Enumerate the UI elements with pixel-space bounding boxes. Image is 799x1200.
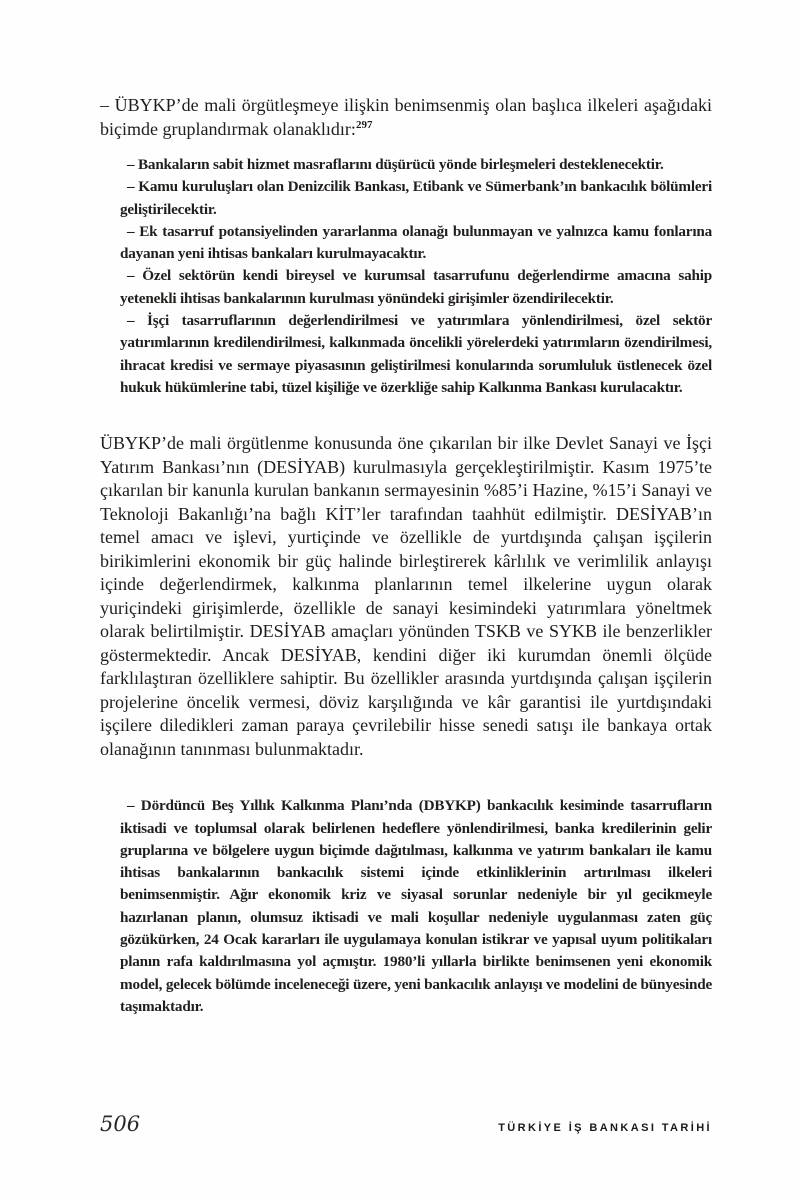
page-footer <box>100 1112 712 1136</box>
running-title: TÜRKİYE İŞ BANKASI TARİHİ <box>498 1122 712 1134</box>
page-number: 506 <box>100 1112 141 1136</box>
page-content <box>100 94 712 1018</box>
principle-item-5: – İşçi tasarruflarının değerlendirilmesi ve yatırımlara yönlendirilmesi, özel sektör yatırımlarının kredilendirilmesi, kalkınmada öncelikli yörelerdeki yatırımların özendirilmesi, ihracat kredisi ve sermaye piyasasının geliştirilmesi konularında sorumluluk üstlenecek özel hukuk hükümlerine tabi, tüzel kişiliğe ve özerkliğe sahip Kalkınma Bankası kurulacaktır. <box>120 312 712 396</box>
intro-paragraph <box>100 94 712 141</box>
principle-item-2: – Kamu kuruluşları olan Denizcilik Bankası, Etibank ve Sümerbank’ın bankacılık bölümleri geliştirilecektir. <box>120 178 712 218</box>
principle-item-4: – Özel sektörün kendi bireysel ve kurumsal tasarrufunu değerlendirme amacına sahip yetenekli ihtisas bankalarının kurulması yönündeki girişimler özendirilecektir. <box>120 267 712 307</box>
intro-text: – ÜBYKP’de mali örgütleşmeye ilişkin benimsenmiş olan başlıca ilkeleri aşağıdaki biçimde gruplandırmak olanaklıdır: <box>100 95 712 139</box>
dbykp-block: – Dördüncü Beş Yıllık Kalkınma Planı’nda (DBYKP) bankacılık kesiminde tasarrufların iktisadi ve toplumsal olarak belirlenen hedeflere yönlendirilmesi, banka kredilerinin gelir gruplarına ve bölgelere uygun biçimde dağıtılması, kalkınma ve yatırım bankaları ile kamu ihtisas bankalarının bankacılık sistemi içinde etkinliklerinin artırılması ilkeleri benimsenmiştir. Ağır ekonomik kriz ve siyasal sorunlar nedeniyle bir yıl gecikmeyle hazırlanan planın, olumsuz iktisadi ve mali koşullar nedeniyle uygulanması zaten güç gözükürken, 24 Ocak kararları ile uygulamaya konulan istikrar ve yapısal uyum politikaları planın rafa kaldırılmasına yol açmıştır. 1980’li yıllarla birlikte benimsenen yeni ekonomik model, gelecek bölümde inceleneceği üzere, yeni bankacılık anlayışı ve modelini de bünyesinde taşımaktadır. <box>120 797 712 1015</box>
principles-list <box>120 154 712 399</box>
principle-item-1: – Bankaların sabit hizmet masraflarını düşürücü yönde birleşmeleri desteklenecektir. <box>127 156 664 173</box>
principle-item-3: – Ek tasarruf potansiyelinden yararlanma olanağı bulunmayan ve yalnızca kamu fonlarına dayanan yeni ihtisas bankaları kurulmayacaktır. <box>120 222 712 263</box>
desiyab-paragraph: ÜBYKP’de mali örgütlenme konusunda öne çıkarılan bir ilke Devlet Sanayi ve İşçi Yatırım Bankası’nın (DESİYAB) kurulmasıyla gerçekleştirilmiştir. Kasım 1975’te çıkarılan bir kanunla kurulan bankanın sermayesinin %85’i Hazine, %15’i Sanayi ve Teknoloji Bakanlığı’na bağlı KİT’ler tarafından taahhüt edilmiştir. DESİYAB’ın temel amacı ve işlevi, yurtiçinde ve özellikle de yurtdışında çalışan işçilerin birikimlerini ekonomik bir güç halinde birleştirerek kârlılık ve verimlilik anlayışı içinde değerlendirmek, kalkınma planlarının temel ilkelerine uygun olarak yuriçindeki girişimlerde, özellikle de sanayi kesimindeki yatırımlara yöneltmek olarak belirtilmiştir. DESİYAB amaçları yönünden TSKB ve SYKB ile benzerlikler göstermektedir. Ancak DESİYAB, kendini diğer iki kurumdan önemli ölçüde farklılaştıran özelliklere sahiptir. Bu özellikler arasında yurtdışında çalışan işçilerin projelerine öncelik vermesi, döviz karşılığında ve kâr garantisi ile yurtdışındaki işçilere diledikleri zaman paraya çevrilebilir hisse senedi satışı ile bankaya ortak olanağının tanınması bulunmaktadır. <box>100 433 712 759</box>
footnote-reference: 297 <box>355 118 373 131</box>
dbykp-block-wrap <box>120 795 712 1018</box>
